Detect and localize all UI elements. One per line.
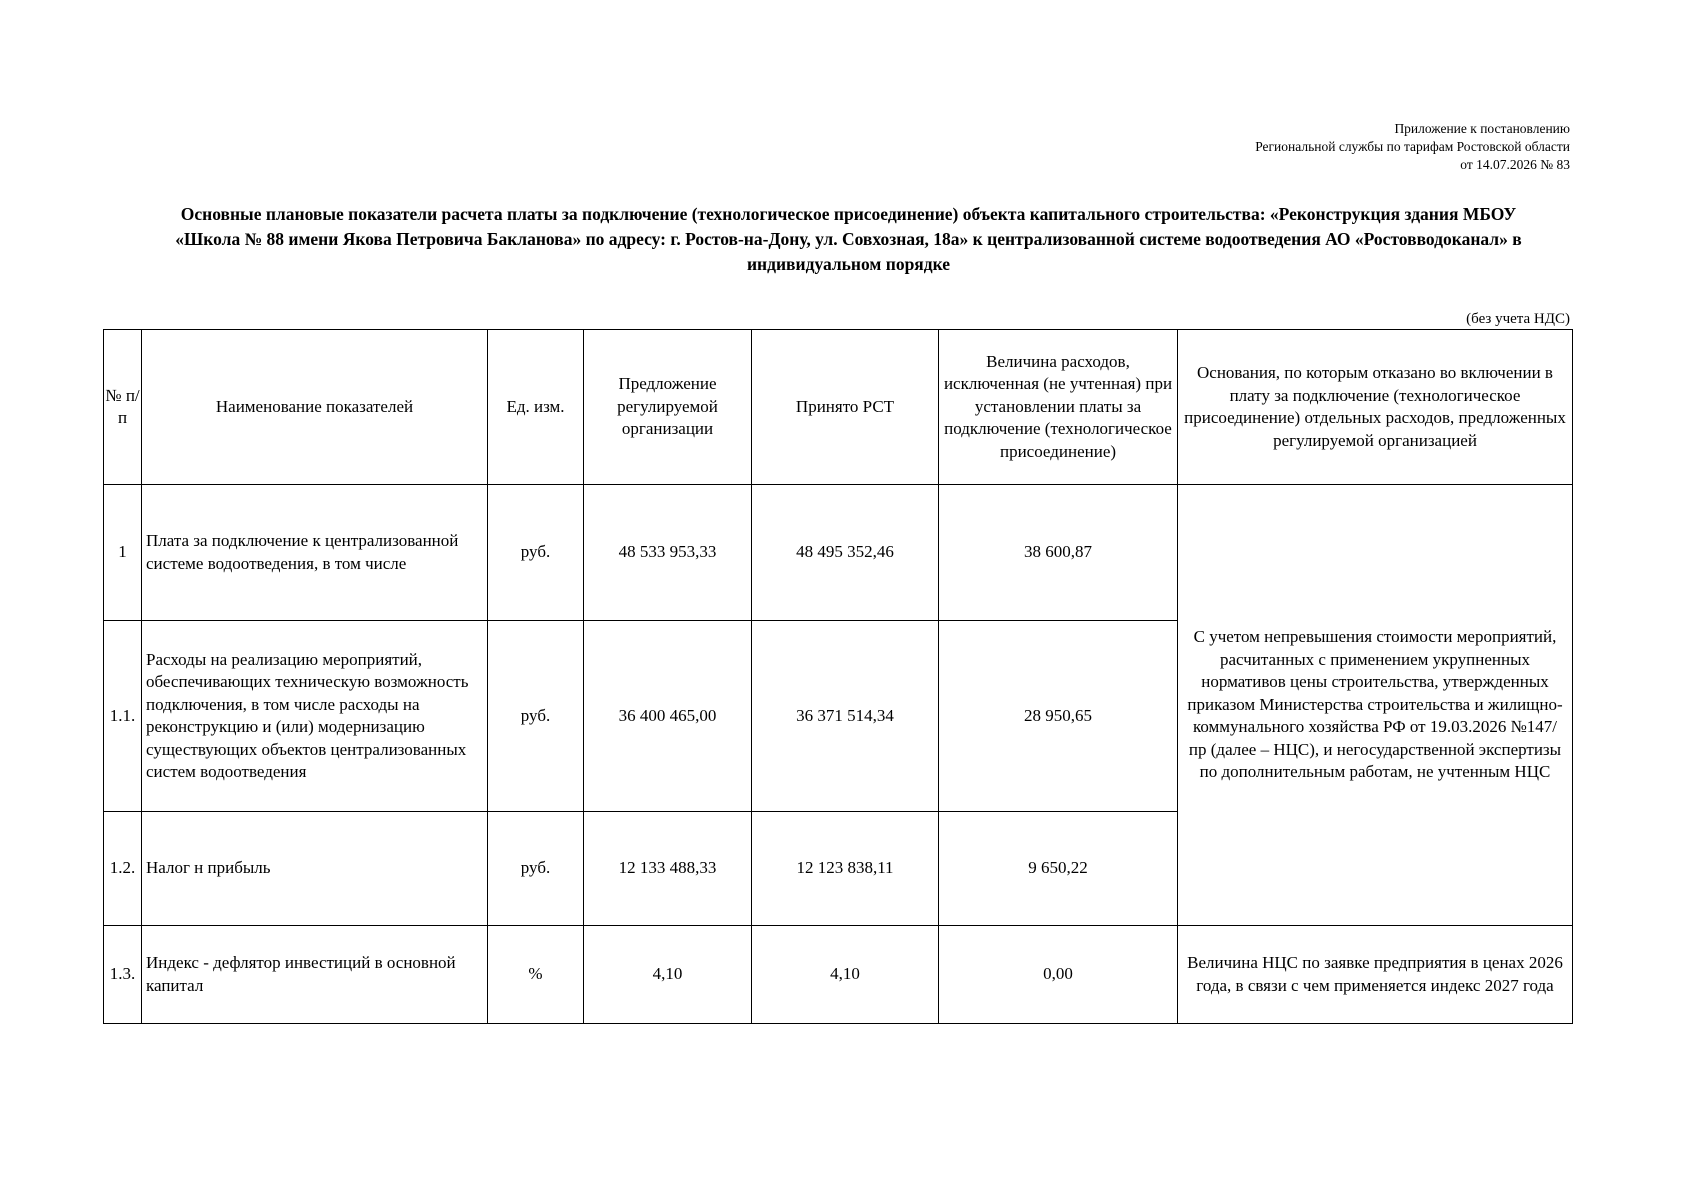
- appendix-line-3: от 14.07.2026 № 83: [1460, 157, 1570, 172]
- row-excluded: 9 650,22: [939, 812, 1178, 926]
- row-num: 1: [104, 485, 142, 621]
- table-row: [104, 485, 1573, 621]
- row-excluded: 28 950,65: [939, 621, 1178, 812]
- row-name: Плата за подключение к централизованной системе водоотведения, в том числе: [142, 485, 488, 621]
- appendix-note: [1255, 120, 1570, 174]
- row-accepted: 36 371 514,34: [752, 621, 939, 812]
- table-header-row: [104, 330, 1573, 485]
- row-unit: руб.: [488, 621, 584, 812]
- row-unit: %: [488, 926, 584, 1024]
- header-reasons: Основания, по которым отказано во включении в плату за подключение (технологическое присоединение) отдельных расходов, предложенных регулируемой организацией: [1178, 330, 1573, 485]
- row-unit: руб.: [488, 485, 584, 621]
- row-excluded: 38 600,87: [939, 485, 1178, 621]
- vat-note: (без учета НДС): [1466, 311, 1570, 327]
- appendix-line-2: Региональной службы по тарифам Ростовской области: [1255, 139, 1570, 154]
- row-proposal: 48 533 953,33: [584, 485, 752, 621]
- row-accepted: 4,10: [752, 926, 939, 1024]
- row-num: 1.2.: [104, 812, 142, 926]
- row-num: 1.3.: [104, 926, 142, 1024]
- table-row: [104, 926, 1573, 1024]
- row-num: 1.1.: [104, 621, 142, 812]
- row-name: Индекс - дефлятор инвестиций в основной капитал: [142, 926, 488, 1024]
- row-proposal: 12 133 488,33: [584, 812, 752, 926]
- header-unit: Ед. изм.: [488, 330, 584, 485]
- row-name: Налог н прибыль: [142, 812, 488, 926]
- row-reason: Величина НЦС по заявке предприятия в ценах 2026 года, в связи с чем применяется индекс 2027 года: [1178, 926, 1573, 1024]
- indicators-table: [103, 329, 1573, 1024]
- header-accepted: Принято РСТ: [752, 330, 939, 485]
- header-excluded: Величина расходов, исключенная (не учтенная) при установлении платы за подключение (технологическое присоединение): [939, 330, 1178, 485]
- appendix-line-1: Приложение к постановлению: [1394, 121, 1570, 136]
- row-unit: руб.: [488, 812, 584, 926]
- title-line-2: «Школа № 88 имени Якова Петровича Бакланова» по адресу: г. Ростов-на-Дону, ул. Совхозная, 18а» к централизованной системе водоотведения АО «Ростовводоканал» в: [175, 229, 1522, 249]
- row-proposal: 4,10: [584, 926, 752, 1024]
- row-proposal: 36 400 465,00: [584, 621, 752, 812]
- header-proposal: Предложение регулируемой организации: [584, 330, 752, 485]
- title-line-3: индивидуальном порядке: [746, 254, 951, 274]
- document-title: [105, 202, 1592, 277]
- row-accepted: 48 495 352,46: [752, 485, 939, 621]
- header-num: № п/п: [104, 330, 142, 485]
- row-accepted: 12 123 838,11: [752, 812, 939, 926]
- row-excluded: 0,00: [939, 926, 1178, 1024]
- header-name: Наименование показателей: [142, 330, 488, 485]
- merged-reason-cell: С учетом непревышения стоимости мероприятий, расчитанных с применением укрупненных нормативов цены строительства, утвержденных приказом Министерства строительства и жилищно-коммунального хозяйства РФ от 19.03.2026 №147/пр (далее – НЦС), и негосударственной экспертизы по дополнительным работам, не учтенным НЦС: [1178, 485, 1573, 926]
- title-line-1: Основные плановые показатели расчета платы за подключение (технологическое присоединение) объекта капитального строительства: «Реконструкция здания МБОУ: [180, 204, 1517, 224]
- row-name: Расходы на реализацию мероприятий, обеспечивающих техническую возможность подключения, в том числе расходы на реконструкцию и (или) модернизацию существующих объектов централизованных систем водоотведения: [142, 621, 488, 812]
